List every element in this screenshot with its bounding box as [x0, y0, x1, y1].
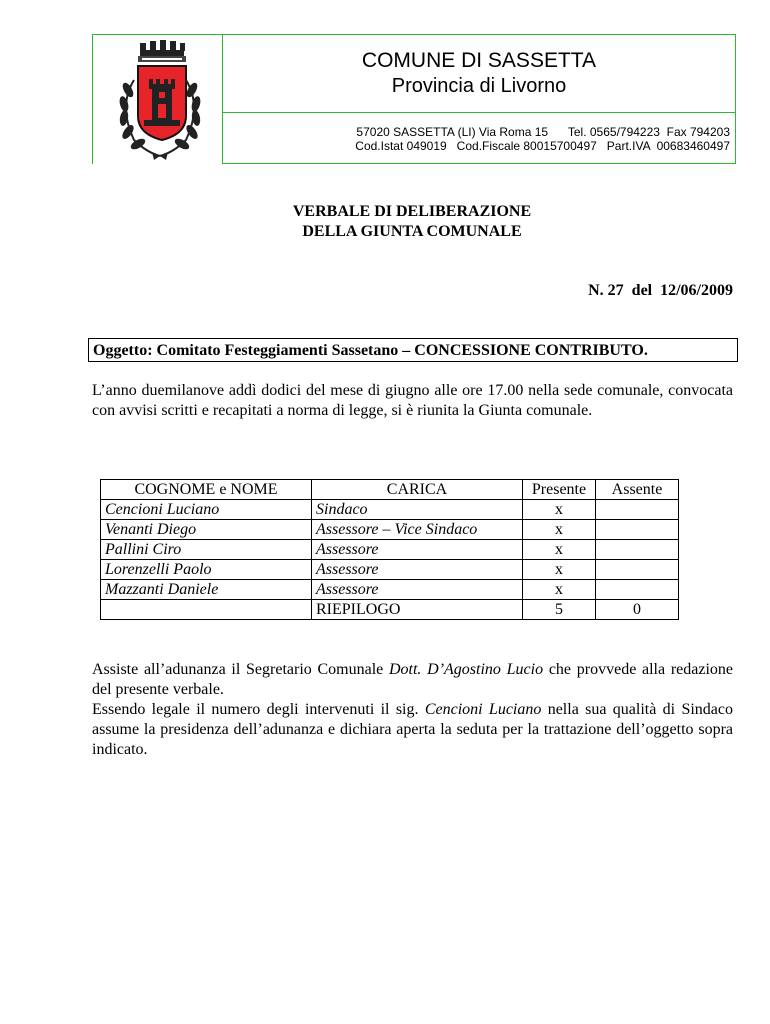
table-row: [101, 560, 679, 580]
header-nome: COGNOME e NOME: [101, 480, 312, 500]
closing-sentence-1a: Assiste all’adunanza il Segretario Comunale: [92, 661, 389, 678]
row-assente: [596, 520, 679, 540]
row-carica: Assessore: [312, 540, 523, 560]
row-assente: [596, 560, 679, 580]
row-nome: Lorenzelli Paolo: [101, 560, 312, 580]
summary-row: [101, 600, 679, 620]
row-carica: Assessore – Vice Sindaco: [312, 520, 523, 540]
header-border-left: [92, 34, 93, 164]
row-assente: [596, 540, 679, 560]
subject-box: Oggetto: Comitato Festeggiamenti Sassetano – CONCESSIONE CONTRIBUTO.: [88, 338, 738, 362]
row-nome: Pallini Ciro: [101, 540, 312, 560]
row-nome: Venanti Diego: [101, 520, 312, 540]
intro-paragraph: L’anno duemilanove addì dodici del mese di giugno alle ore 17.00 nella sede comunale, convocata con avvisi scritti e recapitati a norma di legge, si è riunita la Giunta comunale.: [92, 382, 733, 419]
table-row: [101, 500, 679, 520]
mayor-name: Cencioni Luciano: [424, 701, 542, 718]
row-nome: Cencioni Luciano: [101, 500, 312, 520]
closing-sentence-2b: nella sua qualità di Sindaco assume la presidenza dell’adunanza e dichiara aperta la seduta per la trattazione dell’oggetto sopra indicato.: [92, 701, 733, 758]
comune-name: COMUNE DI SASSETTA: [361, 49, 597, 72]
header-carica: CARICA: [312, 480, 523, 500]
coat-of-arms-icon: [100, 34, 220, 164]
row-carica: Sindaco: [312, 500, 523, 520]
row-presente: x: [523, 580, 596, 600]
table-header-row: [101, 480, 679, 500]
attendance-table: [100, 479, 679, 620]
table-row: [101, 540, 679, 560]
summary-presenti: 5: [523, 600, 596, 620]
closing-sentence-2a: Essendo legale il numero degli intervenuti il sig.: [92, 701, 425, 718]
row-presente: x: [523, 540, 596, 560]
address-line-2: Cod.Istat 049019 Cod.Fiscale 80015700497 Part.IVA 00683460497: [355, 139, 730, 153]
deliberation-number: N. 27 del 12/06/2009: [588, 282, 733, 299]
header-presente: Presente: [523, 480, 596, 500]
header-assente: Assente: [596, 480, 679, 500]
row-presente: x: [523, 500, 596, 520]
row-carica: Assessore: [312, 560, 523, 580]
secretary-name: Dott. D’Agostino Lucio: [388, 661, 544, 678]
row-carica: Assessore: [312, 580, 523, 600]
closing-paragraph: [92, 660, 733, 760]
row-presente: x: [523, 560, 596, 580]
provincia-name: Provincia di Livorno: [391, 75, 567, 97]
table-row: [101, 580, 679, 600]
document-title-line-2: DELLA GIUNTA COMUNALE: [302, 223, 522, 240]
summary-assenti: 0: [596, 600, 679, 620]
row-assente: [596, 500, 679, 520]
summary-label: RIEPILOGO: [312, 600, 523, 620]
header-box: [222, 34, 736, 164]
row-nome: Mazzanti Daniele: [101, 580, 312, 600]
closing-sentence-1b: che provvede alla redazione del presente verbale.: [92, 661, 734, 698]
header-divider: [223, 112, 735, 113]
address-line-1: 57020 SASSETTA (LI) Via Roma 15 Tel. 0565/794223 Fax 794203: [356, 125, 730, 139]
row-presente: x: [523, 520, 596, 540]
summary-empty-cell: [101, 600, 312, 620]
table-row: [101, 520, 679, 540]
document-title-line-1: VERBALE DI DELIBERAZIONE: [292, 203, 532, 220]
crest-area: [92, 34, 222, 164]
row-assente: [596, 580, 679, 600]
